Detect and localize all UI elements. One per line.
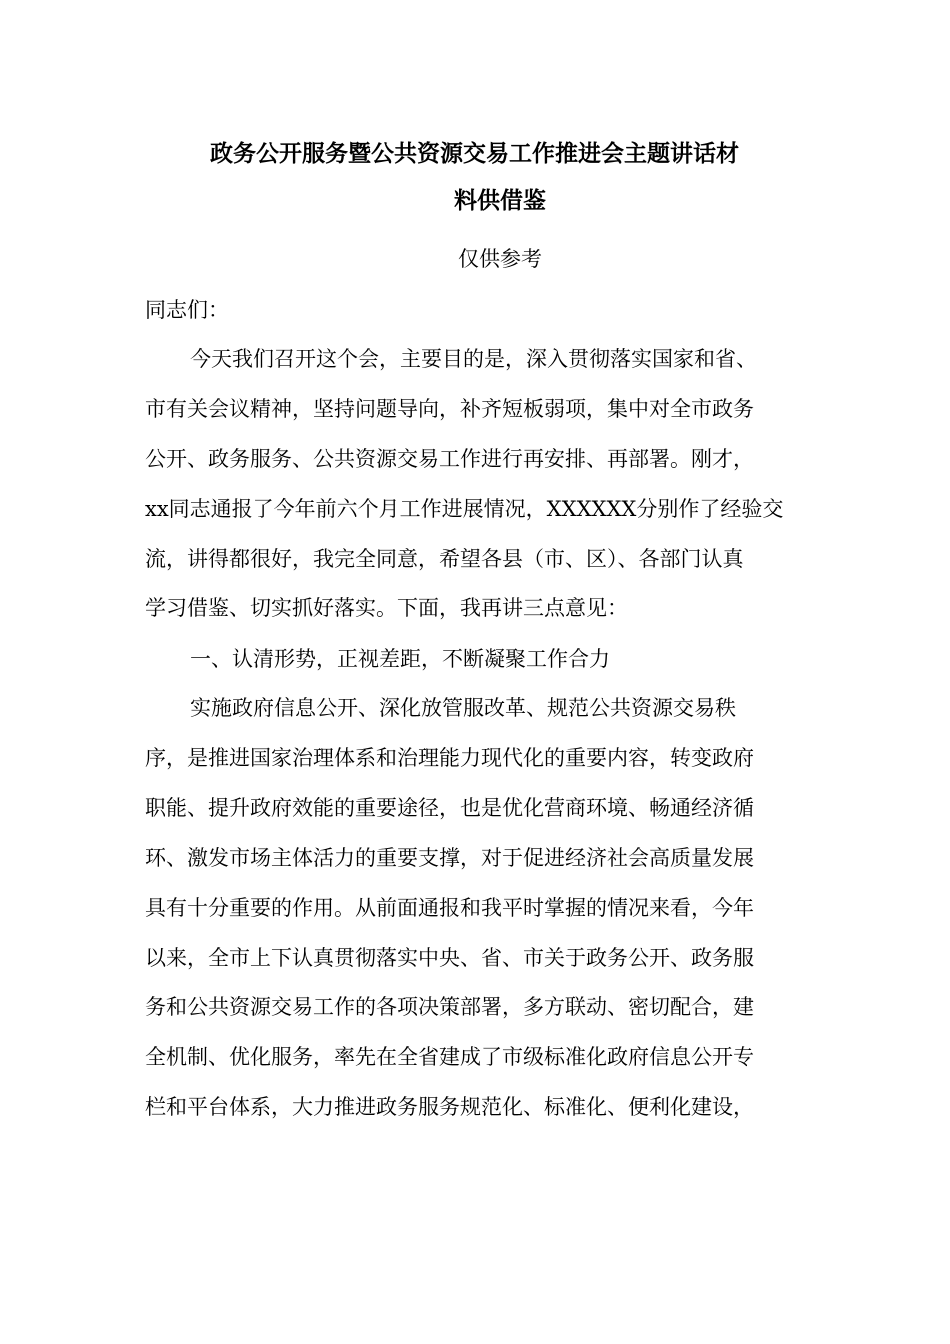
paragraph-line: 实施政府信息公开、深化放管服改革、规范公共资源交易秩 [190, 696, 736, 720]
paragraph-line: 具有十分重要的作用。从前面通报和我平时掌握的情况来看，今年 [145, 896, 754, 920]
document-subtitle: 仅供参考 [458, 247, 542, 271]
paragraph-line: 市有关会议精神，坚持问题导向，补齐短板弱项，集中对全市政务 [145, 397, 754, 421]
paragraph-line: 序，是推进国家治理体系和治理能力现代化的重要内容，转变政府 [145, 746, 754, 770]
document-title-line-2: 料供借鉴 [454, 188, 546, 214]
paragraph-line: xx同志通报了今年前六个月工作进展情况，XXXXXX分别作了经验交 [145, 497, 784, 521]
paragraph-line: 全机制、优化服务，率先在全省建成了市级标准化政府信息公开专 [145, 1045, 754, 1069]
paragraph-line: 职能、提升政府效能的重要途径，也是优化营商环境、畅通经济循 [145, 796, 754, 820]
paragraph-line: 以来，全市上下认真贯彻落实中央、省、市关于政务公开、政务服 [145, 946, 754, 970]
paragraph-line: 今天我们召开这个会，主要目的是，深入贯彻落实国家和省、 [190, 347, 757, 371]
paragraph-line: 环、激发市场主体活力的重要支撑，对于促进经济社会高质量发展 [145, 846, 754, 870]
paragraph-line: 栏和平台体系，大力推进政务服务规范化、标准化、便利化建设， [145, 1095, 754, 1119]
paragraph-line: 流，讲得都很好，我完全同意，希望各县（市、区）、各部门认真 [145, 547, 744, 571]
document-title-line-1: 政务公开服务暨公共资源交易工作推进会主题讲话材 [210, 141, 739, 167]
paragraph-line: 公开、政务服务、公共资源交易工作进行再安排、再部署。刚才， [145, 447, 754, 471]
paragraph-line: 务和公共资源交易工作的各项决策部署，多方联动、密切配合，建 [145, 995, 754, 1019]
salutation: 同志们： [145, 298, 229, 322]
section-heading: 一、认清形势，正视差距，不断凝聚工作合力 [190, 647, 610, 671]
paragraph-line: 学习借鉴、切实抓好落实。下面，我再讲三点意见： [145, 596, 628, 620]
